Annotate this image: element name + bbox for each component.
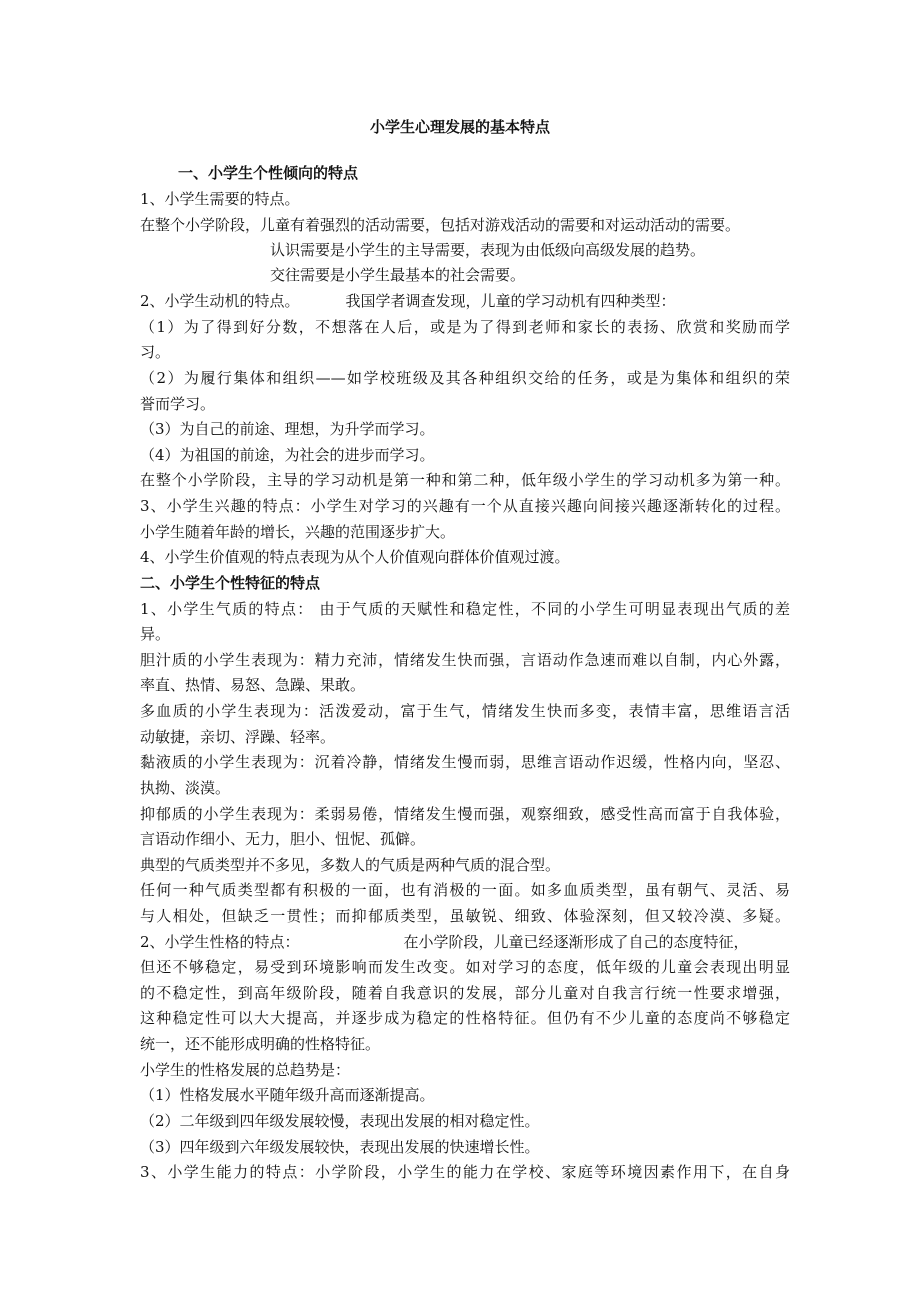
paragraph-line: 3、小学生兴趣的特点：小学生对学习的兴趣有一个从直接兴趣向间接兴趣逐渐转化的过程。 bbox=[140, 497, 790, 515]
list-item: （1）性格发展水平随年级升高而逐渐提高。 bbox=[140, 1086, 435, 1104]
paragraph-line: 率直、热情、易怒、急躁、果敢。 bbox=[140, 676, 366, 694]
list-item: （3）为自己的前途、理想，为升学而学习。 bbox=[140, 420, 435, 438]
section-heading: 二、小学生个性特征的特点 bbox=[140, 574, 321, 592]
paragraph-line: 异。 bbox=[140, 625, 171, 643]
paragraph-line: 动敏捷，亲切、浮躁、轻率。 bbox=[140, 728, 336, 746]
paragraph-line: 认识需要是小学生的主导需要，表现为由低级向高级发展的趋势。 bbox=[270, 241, 706, 259]
paragraph-line: 典型的气质类型并不多见，多数人的气质是两种气质的混合型。 bbox=[140, 856, 561, 874]
paragraph-line bbox=[140, 932, 790, 952]
paragraph-line: 小学生的性格发展的总趋势是： bbox=[140, 1061, 351, 1079]
list-item: （2）二年级到四年级发展较慢，表现出发展的相对稳定性。 bbox=[140, 1112, 540, 1130]
paragraph-line bbox=[140, 291, 790, 311]
paragraph-line: 但还不够稳定，易受到环境影响而发生改变。如对学习的态度，低年级的儿童会表现出明显 bbox=[140, 958, 790, 976]
paragraph-line: 1、小学生气质的特点： 由于气质的天赋性和稳定性，不同的小学生可明显表现出气质的差 bbox=[140, 600, 790, 618]
list-item: （3）四年级到六年级发展较快，表现出发展的快速增长性。 bbox=[140, 1138, 540, 1156]
section-heading: 一、小学生个性倾向的特点 bbox=[178, 164, 359, 182]
list-item: （1）为了得到好分数，不想落在人后，或是为了得到老师和家长的表扬、欣赏和奖励而学 bbox=[140, 318, 790, 336]
page-title: 小学生心理发展的基本特点 bbox=[369, 118, 550, 136]
subsection-heading: 1、小学生需要的特点。 bbox=[140, 190, 300, 208]
paragraph-line: 4、小学生价值观的特点表现为从个人价值观向群体价值观过渡。 bbox=[140, 548, 570, 566]
paragraph-line: 在整个小学阶段，主导的学习动机是第一种和第二种，低年级小学生的学习动机多为第一种。 bbox=[140, 471, 790, 489]
subsection-heading: 2、小学生性格的特点： bbox=[140, 933, 300, 951]
subsection-heading: 2、小学生动机的特点。 bbox=[140, 292, 300, 310]
paragraph-text: 在小学阶段，儿童已经逐渐形成了自己的态度特征， bbox=[403, 933, 749, 951]
paragraph-line: 统一，还不能形成明确的性格特征。 bbox=[140, 1035, 381, 1053]
list-item: 誉而学习。 bbox=[140, 395, 216, 413]
list-item: （2）为履行集体和组织——如学校班级及其各种组织交给的任务，或是为集体和组织的荣 bbox=[140, 369, 790, 387]
paragraph-line: 在整个小学阶段，儿童有着强烈的活动需要，包括对游戏活动的需要和对运动活动的需要。 bbox=[140, 216, 741, 234]
paragraph-line: 胆汁质的小学生表现为：精力充沛，情绪发生快而强，言语动作急速而难以自制，内心外露， bbox=[140, 651, 790, 669]
paragraph-line: 交往需要是小学生最基本的社会需要。 bbox=[270, 266, 526, 284]
paragraph-line: 黏液质的小学生表现为：沉着冷静，情绪发生慢而弱，思维言语动作迟缓，性格内向，坚忍、 bbox=[140, 753, 790, 771]
list-item: （4）为祖国的前途，为社会的进步而学习。 bbox=[140, 446, 435, 464]
paragraph-line: 这种稳定性可以大大提高，并逐步成为稳定的性格特征。但仍有不少儿童的态度尚不够稳定 bbox=[140, 1009, 790, 1027]
paragraph-line: 与人相处，但缺乏一贯性；而抑郁质类型，虽敏锐、细致、体验深刻，但又较冷漠、多疑。 bbox=[140, 907, 790, 925]
paragraph-line: 的不稳定性，到高年级阶段，随着自我意识的发展，部分儿童对自我言行统一性要求增强， bbox=[140, 984, 790, 1002]
paragraph-line: 执拗、淡漠。 bbox=[140, 779, 231, 797]
paragraph-line: 抑郁质的小学生表现为：柔弱易倦，情绪发生慢而强，观察细致，感受性高而富于自我体验， bbox=[140, 805, 790, 823]
paragraph-line: 任何一种气质类型都有积极的一面，也有消极的一面。如多血质类型，虽有朝气、灵活、易 bbox=[140, 881, 790, 899]
paragraph-line: 多血质的小学生表现为：活泼爱动，富于生气，情绪发生快而多变，表情丰富，思维语言活 bbox=[140, 702, 790, 720]
paragraph-line: 小学生随着年龄的增长，兴趣的范围逐步扩大。 bbox=[140, 523, 456, 541]
paragraph-text: 我国学者调查发现，儿童的学习动机有四种类型： bbox=[345, 292, 676, 310]
paragraph-line: 言语动作细小、无力，胆小、忸怩、孤僻。 bbox=[140, 830, 426, 848]
paragraph-line: 3、小学生能力的特点：小学阶段，小学生的能力在学校、家庭等环境因素作用下，在自身 bbox=[140, 1163, 790, 1181]
list-item: 习。 bbox=[140, 343, 171, 361]
